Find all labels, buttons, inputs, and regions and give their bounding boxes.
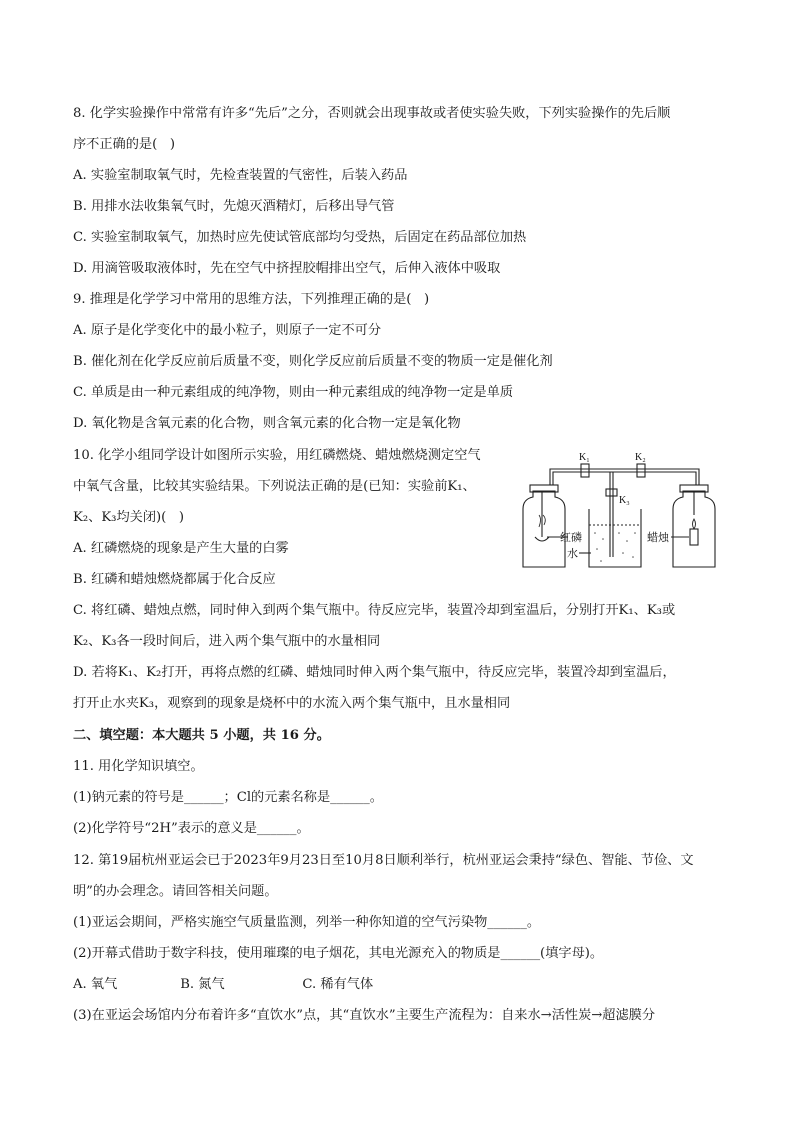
q10-stem-line1: 10. 化学小组同学设计如图所示实验，用红磷燃烧、蜡烛燃烧测定空气 [73,448,481,463]
q8-option-d: D. 用滴管吸取液体时，先在空气中挤捏胶帽排出空气，后伸入液体中吸取 [73,261,501,276]
q10-option-d-line2: 打开止水夹K₃，观察到的现象是烧杯中的水流入两个集气瓶中，且水量相同 [73,696,511,711]
k2-label: K₂ [635,452,646,463]
q12-option-a: A. 氧气 [73,977,118,992]
q12-part2: (2)开幕式借助于数字科技，使用璀璨的电子烟花，其电光源充入的物质是______(填字母)。 [73,946,604,961]
q12-stem-line1: 12. 第19届杭州亚运会已于2023年9月23日至10月8日顺利举行，杭州亚运会秉持“绿色、智能、节俭、文 [73,853,694,868]
water-label: 水 [567,548,578,560]
q12-option-c: C. 稀有气体 [302,977,374,992]
k3-label: K₃ [619,495,630,506]
q11-part2: (2)化学符号“2H”表示的意义是______。 [73,821,310,836]
section-2-heading: 二、填空题：本大题共 5 小题，共 16 分。 [73,728,330,743]
q8-option-b: B. 用排水法收集氧气时，先熄灭酒精灯，后移出导气管 [73,199,395,214]
q12-part3: (3)在亚运会场馆内分布着许多“直饮水”点，其“直饮水”主要生产流程为：自来水→活性炭→超滤膜分 [73,1008,656,1023]
k1-label: K₁ [579,452,590,463]
q10-stem-line3: K₂、K₃均关闭)( ) [73,510,185,525]
q12-stem-line2: 明”的办会理念。请回答相关问题。 [73,884,278,899]
q8-stem-line2: 序不正确的是( ) [73,137,175,152]
q8-option-a: A. 实验室制取氧气时，先检查装置的气密性，后装入药品 [73,168,408,183]
q11-stem: 11. 用化学知识填空。 [73,759,204,774]
q12-option-b: B. 氮气 [180,977,225,992]
q10-option-d-line1: D. 若将K₁、K₂打开，再将点燃的红磷、蜡烛同时伸入两个集气瓶中，待反应完毕，装置冷却到室温后， [73,665,676,680]
experiment-apparatus-figure [513,445,721,573]
q11-part1: (1)钠元素的符号是______；Cl的元素名称是______。 [73,790,383,805]
q10-stem-line2: 中氧气含量，比较其实验结果。下列说法正确的是(已知：实验前K₁、 [73,479,476,494]
q9-option-b: B. 催化剂在化学反应前后质量不变，则化学反应前后质量不变的物质一定是催化剂 [73,354,553,369]
q9-stem: 9. 推理是化学学习中常用的思维方法，下列推理正确的是( ) [73,292,430,307]
q9-option-a: A. 原子是化学变化中的最小粒子，则原子一定不可分 [73,323,382,338]
q8-option-c: C. 实验室制取氧气，加热时应先使试管底部均匀受热，后固定在药品部位加热 [73,230,527,245]
q12-part1: (1)亚运会期间，严格实施空气质量监测，列举一种你知道的空气污染物______。 [73,915,541,930]
candle-label: 蜡烛 [647,532,669,544]
q10-option-b: B. 红磷和蜡烛燃烧都属于化合反应 [73,572,276,587]
q10-option-c-line1: C. 将红磷、蜡烛点燃，同时伸入到两个集气瓶中。待反应完毕，装置冷却到室温后，分别打开K₁、K₃或 [73,603,676,618]
q8-stem-line1: 8. 化学实验操作中常常有许多“先后”之分，否则就会出现事故或者使实验失败，下列实验操作的先后顺 [73,106,671,121]
red-phosphorus-label: 红磷 [560,532,582,544]
q12-options [73,975,373,995]
q10-option-a: A. 红磷燃烧的现象是产生大量的白雾 [73,541,289,556]
q9-option-d: D. 氧化物是含氧元素的化合物，则含氧元素的化合物一定是氧化物 [73,416,461,431]
q10-option-c-line2: K₂、K₃各一段时间后，进入两个集气瓶中的水量相同 [73,634,381,649]
q9-option-c: C. 单质是由一种元素组成的纯净物，则由一种元素组成的纯净物一定是单质 [73,385,514,400]
